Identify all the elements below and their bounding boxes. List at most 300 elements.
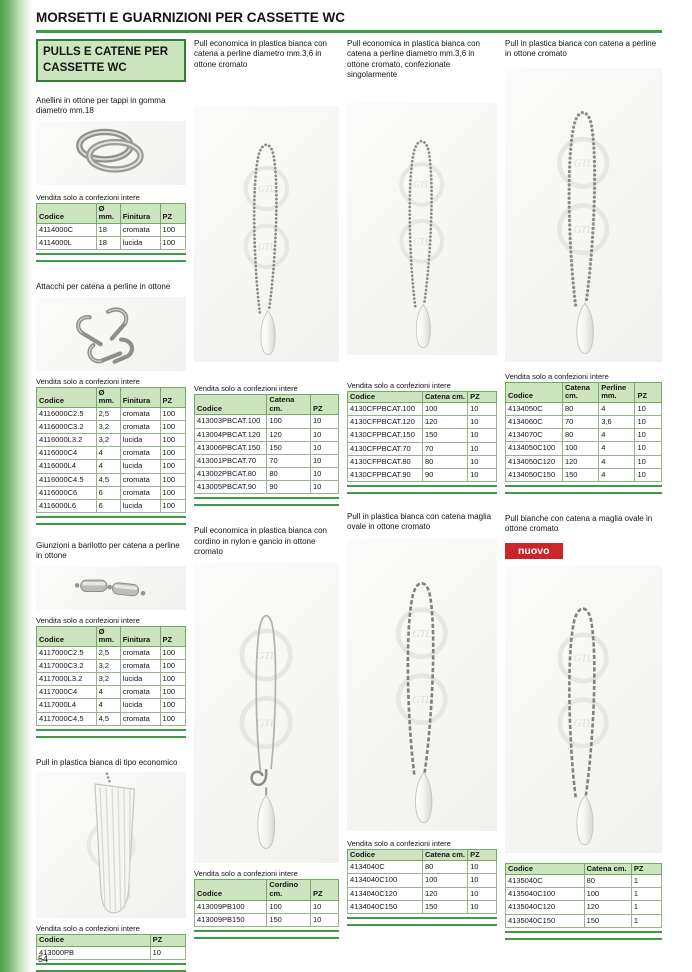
bead-chain-pull-illustration: [531, 68, 635, 362]
vendita-note: Vendita solo a confezioni intere: [36, 192, 140, 202]
table-header-row: [348, 391, 497, 403]
table-cell: 150: [562, 468, 598, 481]
table-row: [37, 447, 186, 460]
section-divider: [36, 253, 186, 262]
table-cell: 1: [631, 901, 661, 914]
brass-rings-illustration: [61, 121, 162, 185]
gtl-watermark: [574, 158, 593, 235]
column-4: [505, 39, 662, 972]
table-cell: 80: [422, 861, 467, 874]
table-cell: 2,5: [96, 407, 120, 420]
caption-pull-catena-singola: Pull economica in plastica bianca con catena a perline diametro mm.3,6 in ottone cromato, confezionate singolarmente: [347, 39, 480, 80]
column-header: Perline mm.: [599, 382, 635, 402]
table-cell: 10: [468, 403, 497, 416]
table-cell: 4,5: [96, 712, 120, 725]
table-row: [506, 875, 662, 888]
table-row: [348, 455, 497, 468]
table-cell: 4: [599, 403, 635, 416]
gtl-watermark: [574, 653, 593, 729]
table-cell: 413009PB150: [195, 913, 267, 926]
vendita-note: Vendita solo a confezioni intere: [347, 838, 451, 848]
table-row: [506, 455, 662, 468]
photo-giunzioni: [36, 566, 186, 610]
column-header: Catena cm.: [562, 382, 598, 402]
column-1: [36, 39, 186, 972]
table-cell: 4114000C: [37, 224, 97, 237]
catalog-page: [36, 8, 662, 972]
table-header-row: [506, 382, 662, 402]
table-cell: 120: [422, 887, 467, 900]
table-cell: 10: [635, 429, 662, 442]
table-row: [348, 900, 497, 913]
table-cell: 4114000L: [37, 237, 97, 250]
column-3: [347, 39, 497, 972]
table-row: [506, 442, 662, 455]
table-cell: 4,5: [96, 473, 120, 486]
table-cell: 80: [562, 429, 598, 442]
page-title: MORSETTI E GUARNIZIONI PER CASSETTE WC: [36, 10, 662, 33]
section-divider: [505, 485, 662, 494]
table-cell: 413003PBCAT.100: [195, 415, 267, 428]
photo-pull-catena-singola: [347, 103, 497, 355]
table-cell: 100: [160, 447, 185, 460]
table-cell: 4130CFPBCAT.150: [348, 429, 423, 442]
svg-text:GTL: GTL: [573, 224, 594, 236]
column-header: Codice: [506, 863, 585, 875]
column-header: Catena cm.: [584, 863, 631, 875]
caption-pull-perline-cromato: Pull in plastica bianca con catena a perline in ottone cromato: [505, 39, 657, 59]
table-row: [195, 415, 339, 428]
svg-text:GTL: GTL: [413, 179, 431, 190]
column-header: Codice: [348, 391, 423, 403]
column-2: [194, 39, 339, 972]
svg-text:GTL: GTL: [412, 628, 432, 640]
section-divider: [347, 917, 497, 926]
table-cell: 4: [96, 686, 120, 699]
table-cell: 4116000L3.2: [37, 434, 97, 447]
column-header: Finitura: [120, 626, 160, 646]
table-cell: 100: [160, 473, 185, 486]
table-row: [348, 887, 497, 900]
table-cell: 90: [422, 468, 467, 481]
table-cell: 4134050C: [506, 403, 563, 416]
table-cell: cromata: [120, 421, 160, 434]
photo-pull-maglia-ovale: [347, 539, 497, 831]
oval-link-chain-pull-illustration: [370, 539, 474, 831]
table-cell: 413006PBCAT.150: [195, 441, 267, 454]
table-cell: 100: [160, 407, 185, 420]
table-cell: 100: [160, 646, 185, 659]
table-cell: 150: [422, 429, 467, 442]
table-row: [37, 646, 186, 659]
table-row: [37, 673, 186, 686]
table-row: [37, 473, 186, 486]
column-header: Ø mm.: [96, 203, 120, 223]
svg-text:GTL: GTL: [412, 694, 432, 706]
table-row: [37, 237, 186, 250]
table-cell: 1: [631, 875, 661, 888]
svg-text:GTL: GTL: [574, 718, 593, 730]
nuovo-badge: nuovo: [505, 543, 563, 559]
svg-text:GTL: GTL: [413, 236, 431, 247]
table-header-row: [195, 880, 339, 900]
table-row: [37, 421, 186, 434]
table-cell: 4117000L4: [37, 699, 97, 712]
table-row: [348, 861, 497, 874]
column-header: PZ: [468, 849, 497, 861]
table-cell: 10: [468, 429, 497, 442]
section-divider: [194, 497, 339, 506]
column-header: Ø mm.: [96, 387, 120, 407]
table-cell: lucida: [120, 434, 160, 447]
table-cell: 10: [468, 468, 497, 481]
table-cell: 4130CFPBCAT.100: [348, 403, 423, 416]
table-cell: lucida: [120, 237, 160, 250]
table-cell: 120: [267, 428, 311, 441]
section-divider: [505, 931, 662, 940]
table-cell: 100: [422, 403, 467, 416]
vendita-note: Vendita solo a confezioni intere: [347, 380, 451, 390]
pull-maglia-ovale-table: [347, 849, 497, 914]
table-cell: 10: [635, 455, 662, 468]
table-cell: 4134040C120: [348, 887, 423, 900]
table-row: [195, 467, 339, 480]
table-row: [348, 442, 497, 455]
table-row: [195, 481, 339, 494]
table-cell: 100: [160, 686, 185, 699]
table-cell: 150: [422, 900, 467, 913]
nylon-cord-hook-pull-illustration: [213, 563, 319, 863]
table-cell: 4134040C150: [348, 900, 423, 913]
column-header: Codice: [195, 395, 267, 415]
table-cell: cromata: [120, 473, 160, 486]
table-row: [37, 224, 186, 237]
column-header: Codice: [195, 880, 267, 900]
table-cell: 80: [562, 403, 598, 416]
table-cell: 4: [96, 447, 120, 460]
svg-text:GTL: GTL: [256, 651, 277, 663]
svg-text:GTL: GTL: [258, 241, 275, 252]
vendita-note: Vendita solo a confezioni intere: [36, 376, 140, 386]
bead-chain-pull-illustration: [221, 106, 312, 362]
table-cell: 4135040C: [506, 875, 585, 888]
table-header-row: [195, 395, 339, 415]
vendita-note: Vendita solo a confezioni intere: [505, 371, 609, 381]
caption-pull-maglia-ovale: Pull in plastica bianca con catena maglia ovale in ottone cromato: [347, 511, 492, 532]
svg-text:GTL: GTL: [256, 718, 277, 730]
table-cell: 413009PB100: [195, 900, 267, 913]
table-cell: 4135040C150: [506, 914, 585, 927]
table-cell: 120: [422, 416, 467, 429]
table-cell: 6: [96, 486, 120, 499]
vendita-note: Vendita solo a confezioni intere: [194, 869, 298, 879]
table-cell: 100: [562, 442, 598, 455]
column-header: PZ: [631, 863, 661, 875]
white-pull-illustration: [64, 772, 158, 918]
column-header: PZ: [160, 203, 185, 223]
table-row: [348, 403, 497, 416]
table-row: [37, 946, 186, 959]
table-cell: 100: [160, 460, 185, 473]
table-cell: 10: [468, 900, 497, 913]
table-cell: 100: [160, 421, 185, 434]
table-row: [37, 486, 186, 499]
column-header: Cordino cm.: [267, 880, 311, 900]
table-cell: 120: [584, 901, 631, 914]
table-cell: 4116000C3.2: [37, 421, 97, 434]
table-cell: cromata: [120, 660, 160, 673]
table-row: [37, 407, 186, 420]
column-header: Catena cm.: [422, 849, 467, 861]
table-cell: 1: [631, 914, 661, 927]
oval-link-chain-pull-illustration: [532, 565, 634, 853]
table-cell: 4134040C: [348, 861, 423, 874]
table-cell: 413004PBCAT.120: [195, 428, 267, 441]
table-cell: 4134060C: [506, 416, 563, 429]
table-cell: 100: [160, 712, 185, 725]
table-cell: 10: [635, 442, 662, 455]
table-cell: 4134050C100: [506, 442, 563, 455]
column-header: Codice: [37, 387, 97, 407]
table-cell: 150: [584, 914, 631, 927]
column-header: Codice: [506, 382, 563, 402]
barrel-joints-illustration: [63, 566, 160, 610]
column-header: PZ: [468, 391, 497, 403]
photo-anellini: [36, 121, 186, 185]
table-cell: 6: [96, 499, 120, 512]
table-cell: 413000PB: [37, 946, 151, 959]
photo-pull-cordino: [194, 563, 339, 863]
table-cell: 4117000L3.2: [37, 673, 97, 686]
gtl-watermark: [412, 629, 431, 706]
table-cell: 80: [422, 455, 467, 468]
table-cell: cromata: [120, 447, 160, 460]
table-cell: 10: [635, 403, 662, 416]
table-row: [37, 712, 186, 725]
table-cell: 4: [599, 429, 635, 442]
pull-catena-table: [194, 394, 339, 494]
table-cell: 10: [468, 874, 497, 887]
table-row: [37, 660, 186, 673]
table-row: [195, 913, 339, 926]
table-header-row: [348, 849, 497, 861]
table-cell: 4116000L6: [37, 499, 97, 512]
table-cell: 70: [422, 442, 467, 455]
table-header-row: [37, 387, 186, 407]
bead-chain-pull-illustration: [377, 103, 466, 355]
table-row: [37, 460, 186, 473]
gtl-watermark: [257, 651, 277, 730]
table-cell: cromata: [120, 712, 160, 725]
table-cell: cromata: [120, 407, 160, 420]
table-row: [37, 499, 186, 512]
table-cell: 10: [310, 415, 338, 428]
column-header: Catena cm.: [422, 391, 467, 403]
table-cell: 70: [267, 454, 311, 467]
table-cell: 100: [160, 660, 185, 673]
table-row: [506, 416, 662, 429]
photo-pull-bianche-ovale: [505, 565, 662, 853]
table-cell: 4117000C2.5: [37, 646, 97, 659]
table-cell: 100: [422, 874, 467, 887]
page-number: 54: [38, 954, 49, 964]
table-cell: 4117000C4.5: [37, 712, 97, 725]
column-header: Codice: [37, 203, 97, 223]
table-cell: 4134070C: [506, 429, 563, 442]
table-cell: 100: [160, 224, 185, 237]
column-header: Codice: [37, 935, 151, 947]
table-cell: 150: [267, 441, 311, 454]
hook-icon: [252, 770, 267, 785]
photo-pull-economico: [36, 772, 186, 918]
caption-attacchi: Attacchi per catena a perline in ottone: [36, 282, 171, 292]
photo-pull-perline-cromato: [505, 68, 662, 362]
table-cell: 4: [96, 699, 120, 712]
column-header: PZ: [635, 382, 662, 402]
table-cell: lucida: [120, 499, 160, 512]
table-cell: 4134050C150: [506, 468, 563, 481]
table-cell: 4: [599, 455, 635, 468]
table-cell: lucida: [120, 460, 160, 473]
table-cell: 150: [267, 913, 311, 926]
table-cell: 4: [599, 468, 635, 481]
table-row: [506, 403, 662, 416]
table-cell: 100: [267, 900, 311, 913]
table-cell: 4130CFPBCAT.80: [348, 455, 423, 468]
table-row: [37, 686, 186, 699]
table-cell: 4134050C120: [506, 455, 563, 468]
column-header: Codice: [37, 626, 97, 646]
table-cell: 100: [160, 499, 185, 512]
column-header: PZ: [160, 626, 185, 646]
table-cell: 10: [468, 887, 497, 900]
table-cell: 100: [160, 237, 185, 250]
section-box-title: PULLS E CATENE PER CASSETTE WC: [36, 39, 186, 82]
column-header: PZ: [150, 935, 185, 947]
table-row: [506, 888, 662, 901]
vendita-note: Vendita solo a confezioni intere: [36, 924, 140, 934]
table-row: [506, 429, 662, 442]
chain-hooks-illustration: [60, 297, 162, 371]
section-divider: [36, 963, 186, 972]
table-row: [348, 874, 497, 887]
table-cell: 4116000C2.5: [37, 407, 97, 420]
table-cell: 18: [96, 224, 120, 237]
table-row: [348, 429, 497, 442]
svg-text:GTL: GTL: [573, 158, 594, 170]
table-header-row: [506, 863, 662, 875]
table-cell: 10: [468, 442, 497, 455]
svg-text:GTL: GTL: [258, 184, 275, 195]
table-row: [37, 699, 186, 712]
table-cell: 10: [310, 428, 338, 441]
table-cell: 10: [310, 467, 338, 480]
table-cell: 4116000C4: [37, 447, 97, 460]
table-row: [348, 416, 497, 429]
table-header-row: [37, 935, 186, 947]
table-header-row: [37, 626, 186, 646]
table-cell: 3,6: [599, 416, 635, 429]
giunzioni-table: [36, 626, 186, 726]
table-cell: 4117000C3.2: [37, 660, 97, 673]
column-header: Codice: [348, 849, 423, 861]
table-cell: cromata: [120, 486, 160, 499]
table-cell: 4116000C4.5: [37, 473, 97, 486]
column-header: PZ: [310, 395, 338, 415]
gtl-watermark: [414, 179, 430, 246]
table-row: [195, 454, 339, 467]
table-cell: 80: [267, 467, 311, 480]
table-cell: lucida: [120, 699, 160, 712]
table-cell: cromata: [120, 646, 160, 659]
gtl-watermark: [258, 184, 275, 252]
left-accent-stripe: [0, 0, 32, 972]
table-cell: 2,5: [96, 646, 120, 659]
photo-attacchi: [36, 297, 186, 371]
table-cell: 90: [267, 481, 311, 494]
table-row: [37, 434, 186, 447]
table-cell: 4135040C120: [506, 901, 585, 914]
column-header: Ø mm.: [96, 626, 120, 646]
table-cell: 4116000C6: [37, 486, 97, 499]
table-cell: 100: [160, 699, 185, 712]
table-cell: 10: [310, 900, 338, 913]
column-header: PZ: [160, 387, 185, 407]
table-cell: 100: [267, 415, 311, 428]
caption-giunzioni: Giunzioni a barilotto per catena a perline in ottone: [36, 540, 180, 561]
table-cell: cromata: [120, 224, 160, 237]
caption-pull-catena: Pull economica in plastica bianca con catena a perline diametro mm.3,6 in ottone cromato: [194, 39, 327, 69]
anellini-table: [36, 203, 186, 251]
table-row: [506, 914, 662, 927]
pull-catena-singola-table: [347, 391, 497, 482]
vendita-note: Vendita solo a confezioni intere: [194, 384, 298, 394]
table-cell: 4130CFPBCAT.120: [348, 416, 423, 429]
pull-cordino-table: [194, 879, 339, 927]
column-header: Catena cm.: [267, 395, 311, 415]
table-cell: cromata: [120, 686, 160, 699]
catalog-grid: [36, 39, 662, 972]
table-cell: 10: [150, 946, 185, 959]
table-cell: 413005PBCAT.90: [195, 481, 267, 494]
table-cell: 100: [160, 434, 185, 447]
photo-pull-catena: [194, 106, 339, 362]
section-divider: [36, 516, 186, 525]
pull-economico-table: [36, 934, 186, 960]
caption-pull-economico: Pull in plastica bianca di tipo economico: [36, 757, 178, 767]
table-cell: 10: [310, 454, 338, 467]
table-cell: 4135040C100: [506, 888, 585, 901]
table-cell: 10: [635, 416, 662, 429]
table-cell: 4134040C100: [348, 874, 423, 887]
section-divider: [347, 485, 497, 494]
table-cell: 100: [584, 888, 631, 901]
table-cell: 3,2: [96, 673, 120, 686]
caption-pull-cordino: Pull economica in plastica bianca con cordino in nylon e gancio in ottone cromato: [194, 526, 327, 556]
section-divider: [36, 729, 186, 738]
table-cell: 4: [96, 460, 120, 473]
table-row: [506, 468, 662, 481]
table-row: [195, 428, 339, 441]
section-divider: [194, 930, 339, 939]
table-cell: 4117000C4: [37, 686, 97, 699]
table-cell: 413001PBCAT.70: [195, 454, 267, 467]
column-header: Finitura: [120, 387, 160, 407]
table-row: [506, 901, 662, 914]
vendita-note: Vendita solo a confezioni intere: [36, 615, 140, 625]
table-row: [348, 468, 497, 481]
table-cell: 10: [310, 913, 338, 926]
